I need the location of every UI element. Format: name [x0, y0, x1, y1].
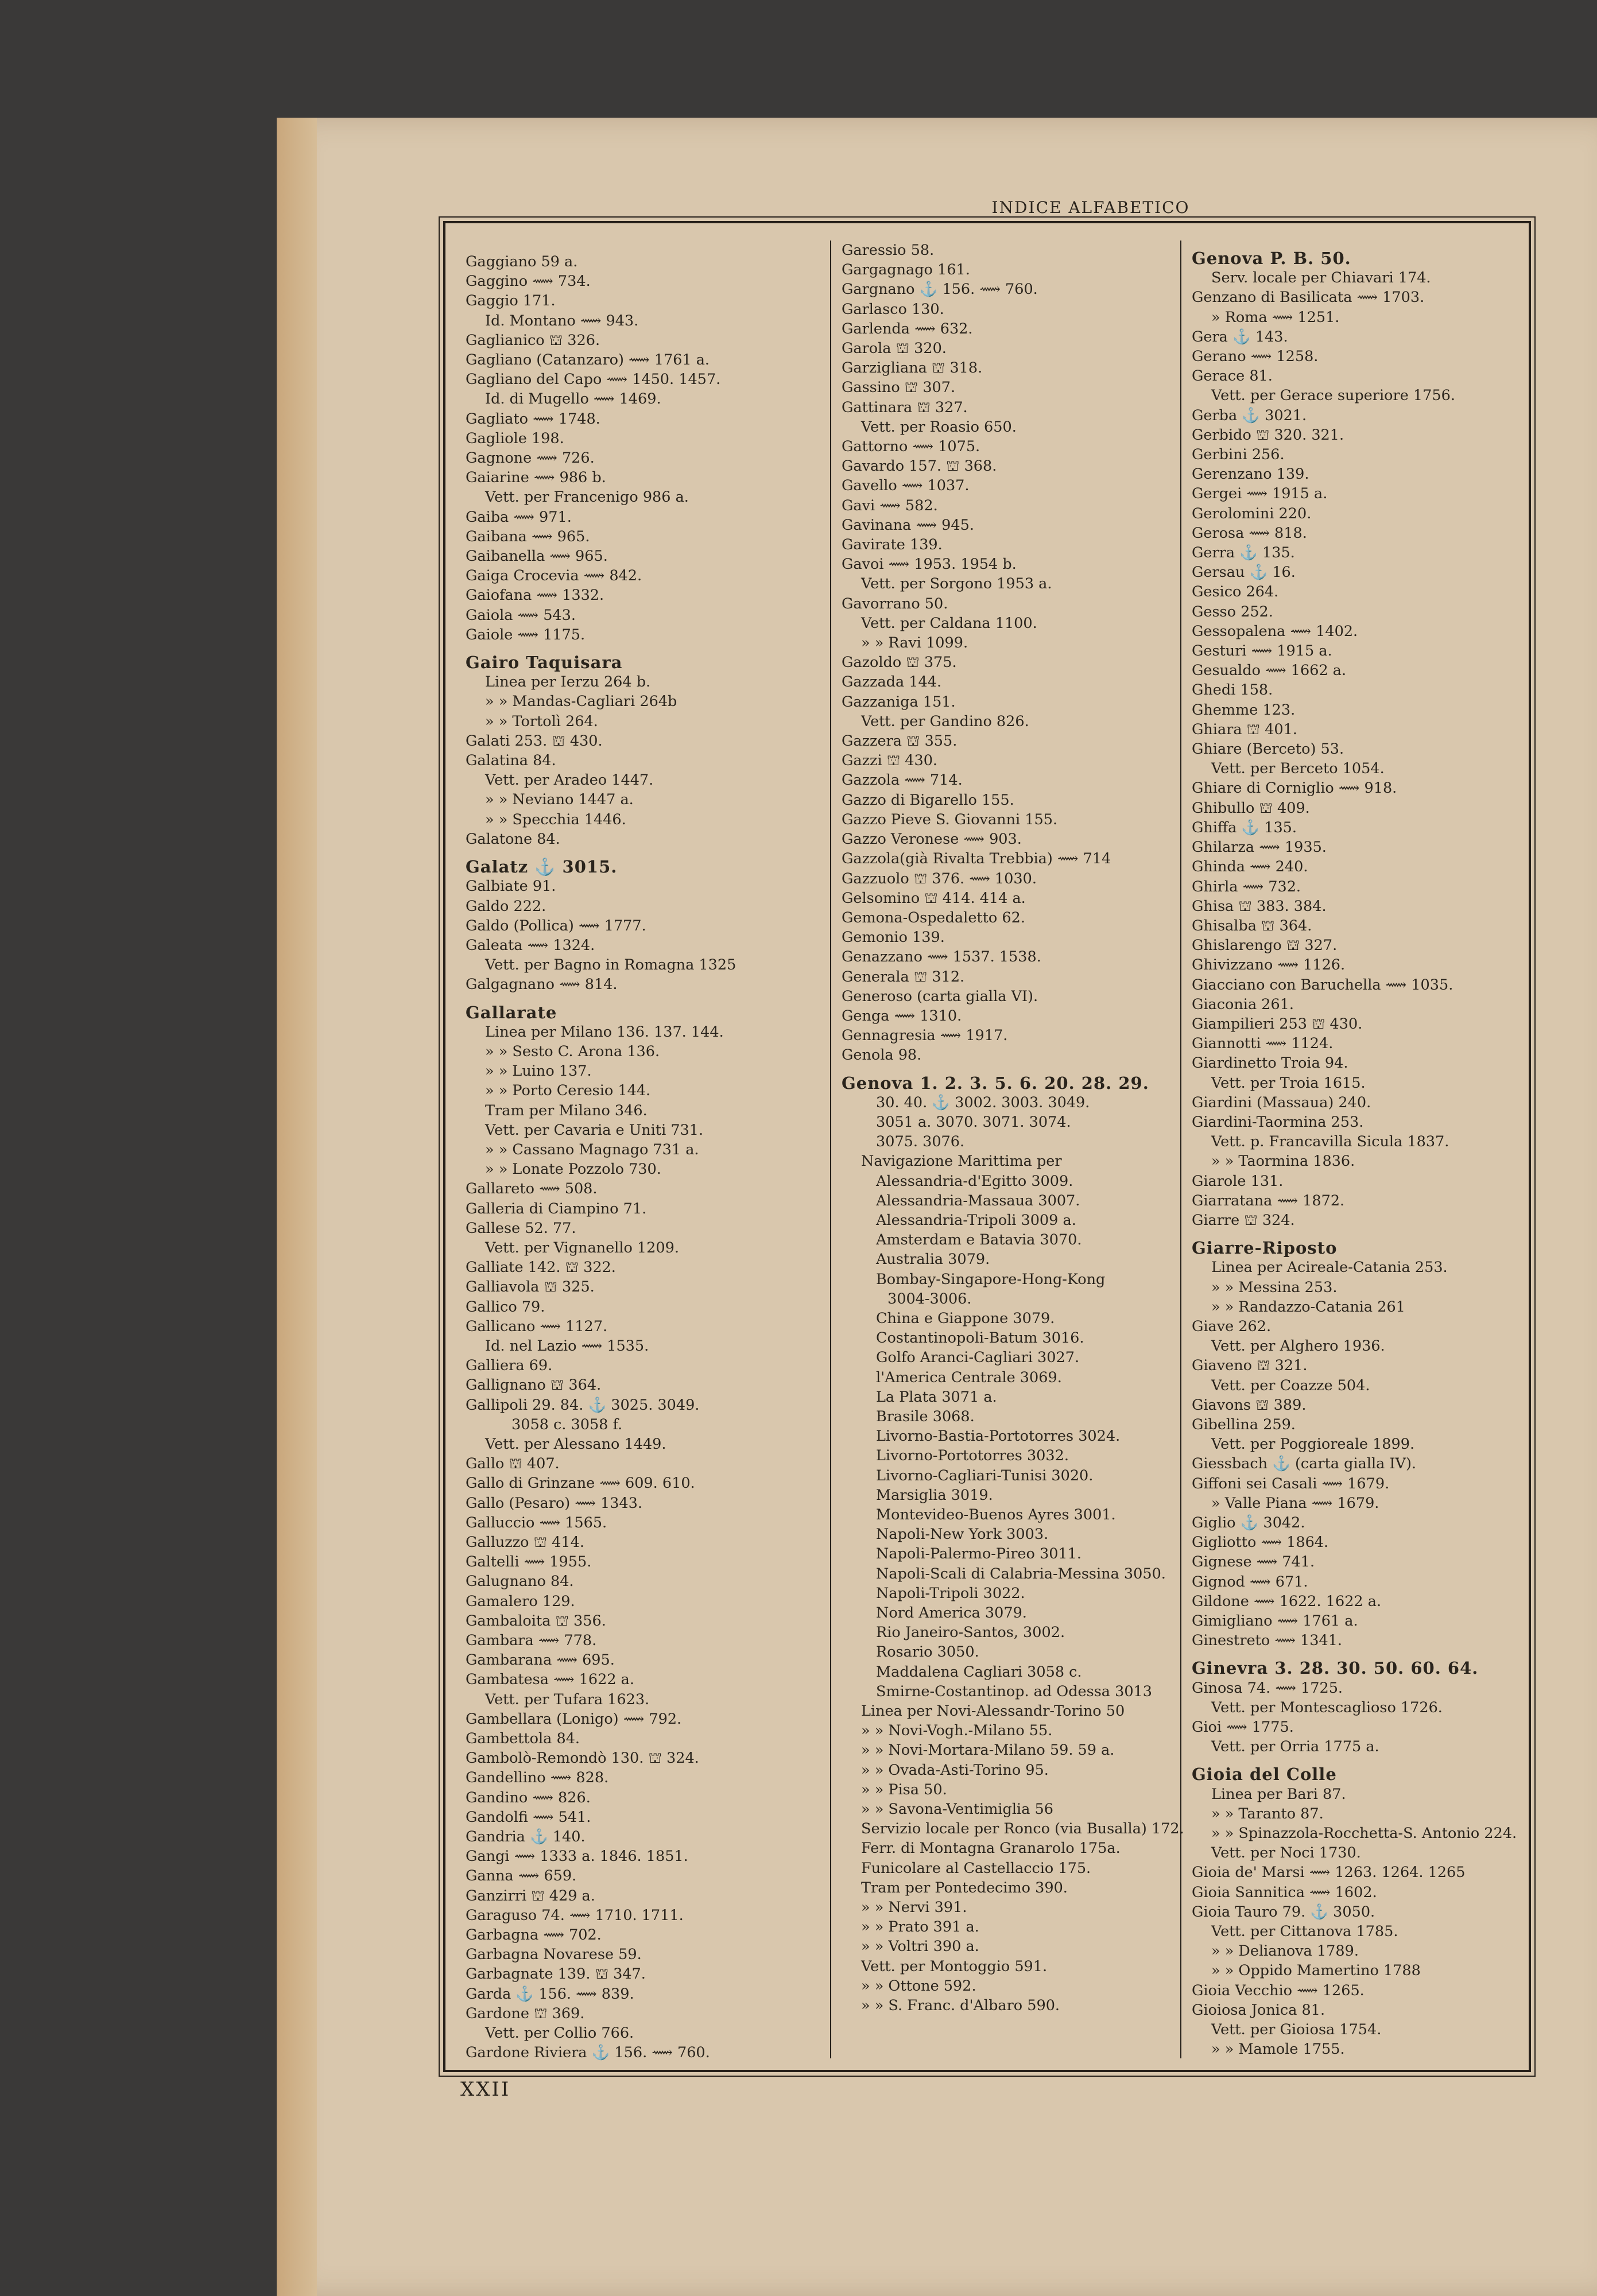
- index-entry: Gagliole 198.: [466, 429, 564, 447]
- index-entry: Gattinara ⛫ 327.: [842, 398, 968, 416]
- index-entry: Gassino ⛫ 307.: [842, 379, 956, 397]
- index-entry: Vett. per Gerace superiore 1756.: [1211, 387, 1455, 405]
- index-entry: Genola 98.: [842, 1046, 922, 1064]
- index-entry: Vett. per Roasio 650.: [861, 418, 1017, 436]
- index-entry: Giarole 131.: [1192, 1172, 1284, 1190]
- index-entry: Ganzirri ⛫ 429 a.: [466, 1887, 595, 1905]
- index-entry: Gera ⚓ 143.: [1192, 328, 1288, 346]
- index-entry: Vett. per Noci 1730.: [1211, 1844, 1361, 1862]
- index-entry: Garbagnate 139. ⛫ 347.: [466, 1965, 646, 1983]
- index-entry: Garbagna Novarese 59.: [466, 1946, 642, 1964]
- index-entry: Alessandria-Tripoli 3009 a.: [876, 1211, 1076, 1229]
- index-entry: Ghislarengo ⛫ 327.: [1192, 937, 1338, 955]
- index-entry: Linea per Milano 136. 137. 144.: [485, 1023, 724, 1041]
- index-entry: Giardinetto Troia 94.: [1192, 1054, 1348, 1072]
- index-entry: Rosario 3050.: [876, 1643, 979, 1661]
- index-entry: Galliera 69.: [466, 1357, 553, 1375]
- index-entry: Rio Janeiro-Santos, 3002.: [876, 1624, 1065, 1642]
- index-entry: » » Taranto 87.: [1211, 1805, 1324, 1822]
- index-entry: Gibellina 259.: [1192, 1415, 1296, 1433]
- index-entry: Giarre ⛫ 324.: [1192, 1211, 1295, 1229]
- index-entry: 3004-3006.: [887, 1290, 972, 1308]
- index-entry: Giannotti ⟿ 1124.: [1192, 1035, 1334, 1053]
- index-entry: Gemona-Ospedaletto 62.: [842, 909, 1025, 926]
- index-heading: Genova 1. 2. 3. 5. 6. 20. 28. 29.: [842, 1073, 1149, 1093]
- index-entry: Gambaloita ⛫ 356.: [466, 1612, 606, 1630]
- index-entry: Gioia de' Marsi ⟿ 1263. 1264. 1265: [1192, 1864, 1466, 1882]
- index-entry: Gioia Vecchio ⟿ 1265.: [1192, 1981, 1365, 1999]
- index-entry: Gessopalena ⟿ 1402.: [1192, 622, 1358, 640]
- index-entry: » » Nervi 391.: [861, 1899, 967, 1917]
- page-number: XXII: [460, 2078, 511, 2101]
- index-entry: Galtelli ⟿ 1955.: [466, 1553, 592, 1571]
- index-entry: Gennagresia ⟿ 1917.: [842, 1027, 1008, 1045]
- index-entry: Galleria di Ciampino 71.: [466, 1200, 647, 1217]
- index-entry: Ghiare di Corniglio ⟿ 918.: [1192, 779, 1397, 797]
- index-entry: Gesualdo ⟿ 1662 a.: [1192, 662, 1347, 680]
- index-entry: 3058 c. 3058 f.: [511, 1415, 623, 1433]
- index-entry: Giaveno ⛫ 321.: [1192, 1357, 1308, 1375]
- index-entry: » » Randazzo-Catania 261: [1211, 1298, 1405, 1316]
- index-entry: Garessio 58.: [842, 242, 935, 259]
- index-entry: Vett. per Cittanova 1785.: [1211, 1923, 1398, 1941]
- index-entry: Galluccio ⟿ 1565.: [466, 1514, 607, 1531]
- index-entry: Vett. per Tufara 1623.: [485, 1690, 650, 1708]
- index-entry: » » Prato 391 a.: [861, 1918, 979, 1936]
- index-entry: » » Sesto C. Arona 136.: [485, 1042, 660, 1060]
- index-entry: Gavorrano 50.: [842, 595, 948, 612]
- index-entry: Vett. per Sorgono 1953 a.: [861, 575, 1052, 593]
- index-entry: Gangi ⟿ 1333 a. 1846. 1851.: [466, 1848, 688, 1865]
- index-entry: » » Spinazzola-Rocchetta-S. Antonio 224.: [1211, 1825, 1517, 1843]
- index-entry: Gazzo Veronese ⟿ 903.: [842, 831, 1022, 848]
- index-entry: Vett. per Orria 1775 a.: [1211, 1738, 1379, 1756]
- index-entry: Vett. per Montoggio 591.: [861, 1957, 1048, 1975]
- index-entry: Galbiate 91.: [466, 878, 556, 895]
- index-entry: Gambolò-Remondò 130. ⛫ 324.: [466, 1750, 699, 1767]
- index-entry: Genzano di Basilicata ⟿ 1703.: [1192, 289, 1425, 307]
- index-entry: Ghibullo ⛫ 409.: [1192, 799, 1310, 817]
- index-entry: Gamalero 129.: [466, 1592, 575, 1610]
- index-entry: Ghemme 123.: [1192, 701, 1296, 719]
- index-entry: Serv. locale per Chiavari 174.: [1211, 269, 1431, 287]
- index-entry: Galugnano 84.: [466, 1573, 574, 1591]
- index-entry: Galeata ⟿ 1324.: [466, 936, 595, 954]
- index-entry: Gazzo di Bigarello 155.: [842, 791, 1014, 809]
- index-entry: Gersau ⚓ 16.: [1192, 564, 1296, 581]
- index-entry: Gerenzano 139.: [1192, 466, 1309, 483]
- index-entry: Gimigliano ⟿ 1761 a.: [1192, 1612, 1358, 1630]
- index-entry: Garlasco 130.: [842, 300, 944, 318]
- index-entry: Gaiga Crocevia ⟿ 842.: [466, 567, 642, 585]
- index-entry: Napoli-Scali di Calabria-Messina 3050.: [876, 1565, 1166, 1583]
- index-entry: » » S. Franc. d'Albaro 590.: [861, 1997, 1060, 2015]
- index-entry: Gambettola 84.: [466, 1730, 580, 1748]
- index-entry: Gioia Tauro 79. ⚓ 3050.: [1192, 1903, 1375, 1921]
- index-entry: Gavello ⟿ 1037.: [842, 477, 970, 495]
- index-entry: Gaiofana ⟿ 1332.: [466, 587, 604, 604]
- index-entry: Galatina 84.: [466, 752, 556, 770]
- index-heading: Gioia del Colle: [1192, 1764, 1337, 1785]
- index-entry: Ginestreto ⟿ 1341.: [1192, 1632, 1343, 1650]
- index-entry: Vett. per Bagno in Romagna 1325: [485, 956, 737, 974]
- index-entry: Montevideo-Buenos Ayres 3001.: [876, 1506, 1116, 1523]
- index-entry: Ghedi 158.: [1192, 681, 1273, 699]
- index-entry: Giardini (Massaua) 240.: [1192, 1093, 1371, 1111]
- index-entry: Vett. per Montescaglioso 1726.: [1211, 1698, 1443, 1716]
- index-entry: Ganna ⟿ 659.: [466, 1867, 577, 1885]
- index-entry: Vett. per Alessano 1449.: [485, 1435, 666, 1453]
- index-entry: Garaguso 74. ⟿ 1710. 1711.: [466, 1906, 684, 1924]
- index-entry: Gazzera ⛫ 355.: [842, 732, 958, 750]
- index-entry: Livorno-Portotorres 3032.: [876, 1447, 1069, 1465]
- index-entry: Linea per Acireale-Catania 253.: [1211, 1259, 1448, 1277]
- index-entry: » » Cassano Magnago 731 a.: [485, 1141, 699, 1158]
- index-heading: Ginevra 3. 28. 30. 50. 60. 64.: [1192, 1658, 1479, 1678]
- index-entry: Gesico 264.: [1192, 583, 1279, 601]
- index-entry: Giaconia 261.: [1192, 995, 1294, 1013]
- index-entry: » » Ottone 592.: [861, 1977, 976, 1995]
- index-entry: Gallo ⛫ 407.: [466, 1455, 560, 1473]
- index-entry: Generoso (carta gialla VI).: [842, 987, 1038, 1005]
- index-entry: Giardini-Taormina 253.: [1192, 1113, 1364, 1131]
- index-entry: Gagliano del Capo ⟿ 1450. 1457.: [466, 371, 721, 389]
- index-entry: Gallareto ⟿ 508.: [466, 1180, 598, 1198]
- index-entry: Gazzo Pieve S. Giovanni 155.: [842, 810, 1058, 828]
- index-entry: Vett. per Alghero 1936.: [1211, 1337, 1385, 1355]
- index-entry: » » Luino 137.: [485, 1062, 592, 1080]
- index-entry: Giavons ⛫ 389.: [1192, 1396, 1307, 1414]
- index-entry: Funicolare al Castellaccio 175.: [861, 1859, 1091, 1877]
- index-entry: » Roma ⟿ 1251.: [1211, 308, 1340, 326]
- index-entry: » » Novi-Mortara-Milano 59. 59 a.: [861, 1742, 1115, 1759]
- index-entry: Giglio ⚓ 3042.: [1192, 1514, 1305, 1531]
- index-entry: Genga ⟿ 1310.: [842, 1007, 962, 1025]
- index-entry: Vett. per Francenigo 986 a.: [485, 488, 689, 506]
- index-entry: » » Pisa 50.: [861, 1781, 947, 1798]
- index-entry: Gerolomini 220.: [1192, 505, 1312, 522]
- index-entry: Gallignano ⛫ 364.: [466, 1376, 602, 1394]
- index-entry: Ghinda ⟿ 240.: [1192, 858, 1308, 876]
- index-entry: Giarratana ⟿ 1872.: [1192, 1192, 1345, 1209]
- index-entry: Gallicano ⟿ 1127.: [466, 1317, 608, 1335]
- index-entry: Id. Montano ⟿ 943.: [485, 312, 639, 329]
- index-entry: Ghiara ⛫ 401.: [1192, 720, 1297, 738]
- index-entry: Gaiola ⟿ 543.: [466, 606, 576, 624]
- index-entry: Id. nel Lazio ⟿ 1535.: [485, 1337, 649, 1355]
- index-entry: Vett. per Poggioreale 1899.: [1211, 1436, 1415, 1453]
- index-entry: Gerace 81.: [1192, 367, 1273, 385]
- index-heading: Gallarate: [466, 1002, 557, 1022]
- index-entry: Gesso 252.: [1192, 603, 1273, 620]
- index-column-2: [830, 241, 1184, 2058]
- index-entry: Gandino ⟿ 826.: [466, 1789, 591, 1806]
- index-entry: Gignod ⟿ 671.: [1192, 1573, 1308, 1591]
- index-entry: Gavinana ⟿ 945.: [842, 516, 974, 534]
- index-entry: Linea per Ierzu 264 b.: [485, 673, 651, 691]
- index-entry: Garlenda ⟿ 632.: [842, 320, 973, 338]
- index-entry: » Valle Piana ⟿ 1679.: [1211, 1494, 1379, 1512]
- index-column-3: [1180, 241, 1536, 2058]
- index-heading: Giarre-Riposto: [1192, 1238, 1338, 1258]
- index-entry: Gandolfi ⟿ 541.: [466, 1808, 591, 1826]
- index-entry: Giacciano con Baruchella ⟿ 1035.: [1192, 976, 1453, 994]
- index-entry: Garola ⛫ 320.: [842, 340, 947, 358]
- index-entry: Gallo di Grinzane ⟿ 609. 610.: [466, 1475, 695, 1492]
- index-entry: Alessandria-Massaua 3007.: [876, 1192, 1080, 1209]
- index-entry: Gigliotto ⟿ 1864.: [1192, 1534, 1329, 1552]
- index-entry: Bombay-Singapore-Hong-Kong: [876, 1270, 1106, 1288]
- index-entry: Livorno-Cagliari-Tunisi 3020.: [876, 1467, 1094, 1484]
- index-entry: Gioia Sannitica ⟿ 1602.: [1192, 1883, 1377, 1901]
- index-entry: Navigazione Marittima per: [861, 1153, 1062, 1170]
- index-entry: » » Porto Ceresio 144.: [485, 1082, 651, 1100]
- index-entry: Gaggio 171.: [466, 292, 556, 310]
- index-entry: Gazoldo ⛫ 375.: [842, 654, 957, 672]
- index-entry: Vett. per Collio 766.: [485, 2024, 634, 2042]
- index-entry: China e Giappone 3079.: [876, 1309, 1055, 1327]
- index-entry: 3051 a. 3070. 3071. 3074.: [876, 1113, 1071, 1131]
- index-entry: Marsiglia 3019.: [876, 1486, 993, 1504]
- index-entry: Gioiosa Jonica 81.: [1192, 2001, 1325, 2019]
- index-heading: Genova P. B. 50.: [1192, 249, 1351, 268]
- index-entry: Gazzola(già Rivalta Trebbia) ⟿ 714: [842, 850, 1111, 868]
- page-edge: [277, 118, 317, 2296]
- index-entry: » » Voltri 390 a.: [861, 1938, 979, 1956]
- book-page: [277, 118, 1597, 2296]
- index-entry: Gandria ⚓ 140.: [466, 1828, 586, 1846]
- index-entry: Gallo (Pesaro) ⟿ 1343.: [466, 1494, 642, 1512]
- index-entry: Vett. per Gandino 826.: [861, 712, 1029, 730]
- index-entry: Gerano ⟿ 1258.: [1192, 348, 1319, 366]
- index-entry: » » Delianova 1789.: [1211, 1942, 1359, 1960]
- index-entry: Giffoni sei Casali ⟿ 1679.: [1192, 1475, 1390, 1492]
- index-entry: Ghiffa ⚓ 135.: [1192, 819, 1297, 836]
- index-entry: Gaiarine ⟿ 986 b.: [466, 469, 606, 487]
- index-entry: Vett. per Gioiosa 1754.: [1211, 2021, 1382, 2039]
- index-entry: » » Novi-Vogh.-Milano 55.: [861, 1722, 1053, 1740]
- index-entry: Gavirate 139.: [842, 536, 943, 554]
- index-entry: Gagnone ⟿ 726.: [466, 449, 595, 467]
- index-entry: » » Savona-Ventimiglia 56: [861, 1801, 1053, 1818]
- index-entry: Livorno-Bastia-Portotorres 3024.: [876, 1428, 1121, 1445]
- index-entry: Tram per Pontedecimo 390.: [861, 1879, 1068, 1896]
- index-entry: Garbagna ⟿ 702.: [466, 1926, 602, 1944]
- index-heading: Gairo Taquisara: [466, 653, 623, 673]
- index-entry: 3075. 3076.: [876, 1133, 965, 1151]
- index-entry: Smirne-Costantinop. ad Odessa 3013: [876, 1682, 1152, 1700]
- index-entry: Vett. p. Francavilla Sicula 1837.: [1211, 1133, 1449, 1151]
- index-entry: Gildone ⟿ 1622. 1622 a.: [1192, 1592, 1382, 1610]
- index-entry: Galdo (Pollica) ⟿ 1777.: [466, 917, 646, 934]
- index-entry: Nord America 3079.: [876, 1604, 1027, 1622]
- index-entry: Ginosa 74. ⟿ 1725.: [1192, 1679, 1343, 1697]
- index-entry: Giave 262.: [1192, 1317, 1272, 1335]
- index-entry: Gaiole ⟿ 1175.: [466, 626, 586, 643]
- index-entry: » » Oppido Mamertino 1788: [1211, 1962, 1421, 1980]
- index-entry: » » Tortolì 264.: [485, 712, 598, 730]
- index-entry: Gerra ⚓ 135.: [1192, 544, 1295, 562]
- index-entry: Gerbido ⛫ 320. 321.: [1192, 426, 1344, 444]
- index-entry: Gazzada 144.: [842, 673, 942, 691]
- index-entry: » » Neviano 1447 a.: [485, 791, 634, 809]
- index-entry: Vett. per Coazze 504.: [1211, 1376, 1370, 1394]
- index-entry: Vett. per Caldana 1100.: [861, 614, 1037, 632]
- index-entry: Napoli-New York 3003.: [876, 1526, 1049, 1543]
- index-entry: Gazzuolo ⛫ 376. ⟿ 1030.: [842, 870, 1037, 887]
- index-entry: Galliate 142. ⛫ 322.: [466, 1259, 616, 1277]
- index-entry: Gemonio 139.: [842, 929, 945, 947]
- index-entry: Gerosa ⟿ 818.: [1192, 524, 1307, 542]
- index-entry: » » Taormina 1836.: [1211, 1153, 1355, 1170]
- index-entry: Ghirla ⟿ 732.: [1192, 878, 1301, 895]
- index-entry: Ghivizzano ⟿ 1126.: [1192, 956, 1346, 974]
- index-entry: Gavoi ⟿ 1953. 1954 b.: [842, 556, 1017, 573]
- index-entry: Linea per Bari 87.: [1211, 1785, 1346, 1803]
- index-entry: Gerba ⚓ 3021.: [1192, 406, 1307, 424]
- index-entry: Australia 3079.: [876, 1251, 990, 1269]
- index-entry: Vett. per Vignanello 1209.: [485, 1239, 679, 1256]
- index-entry: Gandellino ⟿ 828.: [466, 1769, 609, 1787]
- index-entry: Gargnano ⚓ 156. ⟿ 760.: [842, 281, 1038, 298]
- index-entry: Gesturi ⟿ 1915 a.: [1192, 642, 1332, 660]
- index-entry: Giessbach ⚓ (carta gialla IV).: [1192, 1455, 1417, 1473]
- index-entry: Napoli-Tripoli 3022.: [876, 1584, 1025, 1602]
- index-entry: Gaibana ⟿ 965.: [466, 528, 590, 545]
- index-entry: Ferr. di Montagna Granarolo 175a.: [861, 1840, 1121, 1857]
- index-entry: Gagliato ⟿ 1748.: [466, 410, 600, 428]
- index-entry: » » Lonate Pozzolo 730.: [485, 1161, 661, 1178]
- index-entry: » » Ovada-Asti-Torino 95.: [861, 1761, 1049, 1779]
- index-entry: Gazzola ⟿ 714.: [842, 771, 963, 789]
- index-entry: Gagliano (Catanzaro) ⟿ 1761 a.: [466, 351, 710, 369]
- index-entry: Gazzaniga 151.: [842, 693, 956, 711]
- index-entry: Galdo 222.: [466, 897, 546, 915]
- index-entry: Gaiba ⟿ 971.: [466, 508, 572, 526]
- index-entry: Galliavola ⛫ 325.: [466, 1278, 595, 1296]
- index-entry: Gallipoli 29. 84. ⚓ 3025. 3049.: [466, 1396, 700, 1414]
- index-entry: Genazzano ⟿ 1537. 1538.: [842, 948, 1041, 966]
- index-entry: Golfo Aranci-Cagliari 3027.: [876, 1349, 1080, 1367]
- index-entry: Maddalena Cagliari 3058 c.: [876, 1663, 1082, 1681]
- index-entry: Giampilieri 253 ⛫ 430.: [1192, 1015, 1363, 1033]
- index-entry: Gioi ⟿ 1775.: [1192, 1719, 1294, 1736]
- index-entry: Vett. per Berceto 1054.: [1211, 760, 1385, 778]
- index-entry: Gazzi ⛫ 430.: [842, 752, 938, 770]
- index-entry: Ghiare (Berceto) 53.: [1192, 740, 1344, 758]
- index-entry: Tram per Milano 346.: [485, 1102, 648, 1119]
- index-entry: Ghisa ⛫ 383. 384.: [1192, 897, 1327, 915]
- index-entry: Gambatesa ⟿ 1622 a.: [466, 1671, 634, 1689]
- index-entry: » » Mamole 1755.: [1211, 2041, 1345, 2058]
- index-entry: » » Messina 253.: [1211, 1278, 1338, 1296]
- index-entry: Galatone 84.: [466, 830, 560, 848]
- index-entry: Gardone Riviera ⚓ 156. ⟿ 760.: [466, 2044, 710, 2062]
- index-entry: Galluzzo ⛫ 414.: [466, 1534, 584, 1551]
- index-entry: 30. 40. ⚓ 3002. 3003. 3049.: [876, 1093, 1090, 1111]
- index-entry: Garda ⚓ 156. ⟿ 839.: [466, 1985, 634, 2003]
- index-entry: Ghisalba ⛫ 364.: [1192, 917, 1312, 934]
- index-entry: Gaggino ⟿ 734.: [466, 273, 591, 290]
- index-entry: Gallese 52. 77.: [466, 1219, 576, 1237]
- index-entry: Gaibanella ⟿ 965.: [466, 548, 608, 565]
- index-entry: Linea per Novi-Alessandr-Torino 50: [861, 1702, 1125, 1720]
- index-entry: Gargagnago 161.: [842, 261, 970, 279]
- index-entry: Garzigliana ⛫ 318.: [842, 359, 983, 377]
- index-entry: » » Mandas-Cagliari 264b: [485, 693, 677, 711]
- index-entry: » » Ravi 1099.: [861, 634, 968, 652]
- index-entry: Galati 253. ⛫ 430.: [466, 732, 603, 750]
- index-entry: Id. di Mugello ⟿ 1469.: [485, 390, 661, 408]
- index-entry: Gerbini 256.: [1192, 446, 1285, 464]
- index-entry: Gambellara (Lonigo) ⟿ 792.: [466, 1710, 682, 1728]
- index-frame: [443, 221, 1531, 2072]
- index-entry: Gardone ⛫ 369.: [466, 2004, 585, 2022]
- index-entry: Napoli-Palermo-Pireo 3011.: [876, 1545, 1082, 1563]
- index-entry: Gavi ⟿ 582.: [842, 497, 938, 514]
- index-entry: Servizio locale per Ronco (via Busalla) 172.: [861, 1820, 1184, 1838]
- index-entry: Vett. per Aradeo 1447.: [485, 771, 654, 789]
- index-entry: Alessandria-d'Egitto 3009.: [876, 1172, 1073, 1190]
- index-entry: Costantinopoli-Batum 3016.: [876, 1329, 1084, 1347]
- index-entry: Vett. per Troia 1615.: [1211, 1074, 1366, 1092]
- index-entry: Gelsomino ⛫ 414. 414 a.: [842, 889, 1026, 907]
- index-entry: Brasile 3068.: [876, 1407, 975, 1425]
- index-entry: Gambara ⟿ 778.: [466, 1632, 597, 1650]
- running-head: INDICE ALFABETICO: [991, 198, 1190, 217]
- index-entry: Gavardo 157. ⛫ 368.: [842, 457, 997, 475]
- index-entry: Gergei ⟿ 1915 a.: [1192, 485, 1328, 503]
- index-entry: l'America Centrale 3069.: [876, 1368, 1062, 1386]
- index-heading: Galatz ⚓ 3015.: [466, 857, 618, 877]
- index-entry: Ghilarza ⟿ 1935.: [1192, 839, 1327, 856]
- index-entry: La Plata 3071 a.: [876, 1388, 997, 1406]
- index-entry: Gambarana ⟿ 695.: [466, 1651, 615, 1669]
- index-entry: Generala ⛫ 312.: [842, 968, 965, 986]
- index-entry: Gaglianico ⛫ 326.: [466, 331, 600, 349]
- index-entry: » » Specchia 1446.: [485, 810, 626, 828]
- index-entry: Gattorno ⟿ 1075.: [842, 438, 980, 456]
- index-column-1: [466, 252, 804, 2062]
- index-entry: Gallico 79.: [466, 1298, 545, 1316]
- index-entry: Galgagnano ⟿ 814.: [466, 976, 618, 994]
- index-entry: Amsterdam e Batavia 3070.: [876, 1231, 1082, 1249]
- index-entry: Gaggiano 59 a.: [466, 253, 578, 270]
- index-entry: Vett. per Cavaria e Uniti 731.: [485, 1121, 704, 1139]
- index-entry: Gignese ⟿ 741.: [1192, 1553, 1315, 1571]
